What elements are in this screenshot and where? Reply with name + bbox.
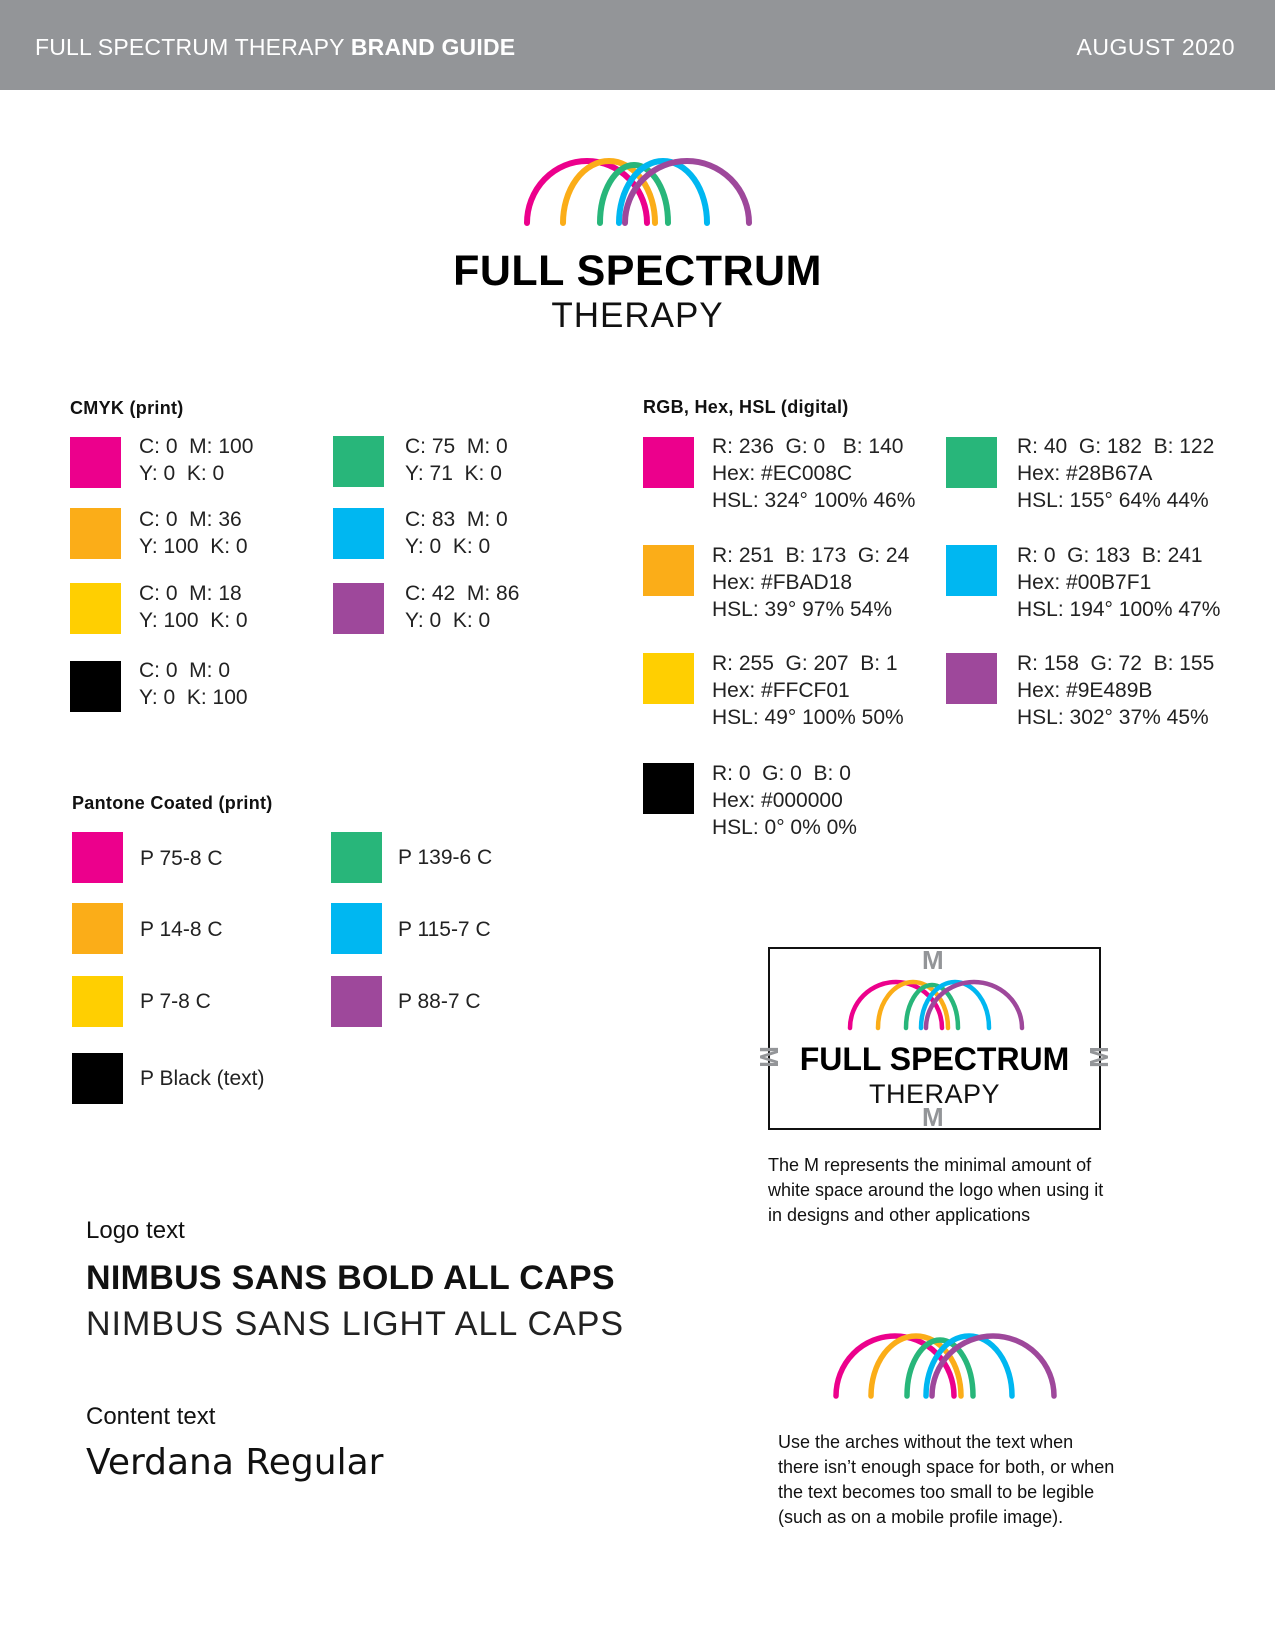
rgb-label-orange: R: 251 B: 173 G: 24 Hex: #FBAD18 HSL: 39° 97% 54%: [712, 544, 910, 621]
pantone-swatch-magenta: [72, 832, 123, 883]
arches-logo-icon: [521, 150, 754, 230]
cmyk-swatch-purple: [333, 583, 384, 634]
cmyk-heading: CMYK (print): [70, 398, 184, 418]
rgb-label-blue: R: 0 G: 183 B: 241 Hex: #00B7F1 HSL: 194° 100% 47%: [1017, 544, 1221, 621]
cmyk-swatch-magenta: [70, 437, 121, 488]
arches-note: Use the arches without the text when there isn’t enough space for both, or when the text becomes too small to be legible (such as on a mobile profile image).: [778, 1432, 1115, 1527]
pantone-label-green: P 139-6 C: [398, 846, 493, 869]
pantone-label-black: P Black (text): [140, 1067, 265, 1090]
clearspace-m-right: M: [1083, 1046, 1114, 1068]
cmyk-swatch-black: [70, 661, 121, 712]
clearspace-m-top: M: [922, 945, 944, 975]
pantone-heading: Pantone Coated (print): [72, 793, 273, 813]
clearspace-arches-icon: [846, 974, 1026, 1034]
rgb-swatch-blue: [946, 545, 997, 596]
pantone-swatch-green: [331, 832, 382, 883]
cmyk-label-yellow: C: 0 M: 18 Y: 100 K: 0: [139, 582, 248, 632]
rgb-swatch-yellow: [643, 653, 694, 704]
title-bold: BRAND GUIDE: [350, 34, 516, 60]
logo-subtitle: THERAPY: [551, 296, 724, 335]
cmyk-swatch-blue: [333, 508, 384, 559]
pantone-label-magenta: P 75-8 C: [140, 847, 223, 870]
cmyk-label-black: C: 0 M: 0 Y: 0 K: 100: [139, 659, 248, 709]
pantone-label-blue: P 115-7 C: [398, 918, 491, 941]
cmyk-swatch-orange: [70, 508, 121, 559]
pantone-swatch-black: [72, 1053, 123, 1104]
rgb-swatch-black: [643, 763, 694, 814]
header-bar: [0, 0, 1275, 90]
rgb-label-green: R: 40 G: 182 B: 122 Hex: #28B67A HSL: 155° 64% 44%: [1017, 435, 1215, 512]
cmyk-label-orange: C: 0 M: 36 Y: 100 K: 0: [139, 508, 248, 558]
content-text-caption: Content text: [86, 1403, 216, 1430]
arches-only-icon: [830, 1318, 1060, 1402]
title-light: FULL SPECTRUM THERAPY: [35, 34, 345, 60]
pantone-label-yellow: P 7-8 C: [140, 990, 211, 1013]
rgb-heading: RGB, Hex, HSL (digital): [643, 397, 849, 417]
cmyk-label-blue: C: 83 M: 0 Y: 0 K: 0: [405, 508, 508, 558]
clearspace-logo-box: [753, 945, 1114, 1132]
cmyk-swatch-green: [333, 436, 384, 487]
rgb-label-black: R: 0 G: 0 B: 0 Hex: #000000 HSL: 0° 0% 0%: [712, 762, 857, 839]
clearspace-m-bottom: M: [922, 1102, 944, 1132]
cmyk-label-magenta: C: 0 M: 100 Y: 0 K: 0: [139, 435, 254, 485]
clearspace-note: The M represents the minimal amount of white space around the logo when using it in designs and other applications: [768, 1155, 1104, 1225]
pantone-swatch-yellow: [72, 976, 123, 1027]
clearspace-subtitle: THERAPY: [868, 1079, 1001, 1109]
cmyk-swatch-yellow: [70, 583, 121, 634]
rgb-label-purple: R: 158 G: 72 B: 155 Hex: #9E489B HSL: 302° 37% 45%: [1017, 652, 1215, 729]
logo-font-light-sample: NIMBUS SANS LIGHT ALL CAPS: [86, 1305, 625, 1343]
logo-font-bold-sample: NIMBUS SANS BOLD ALL CAPS: [86, 1259, 615, 1297]
cmyk-label-green: C: 75 M: 0 Y: 71 K: 0: [405, 435, 508, 485]
clearspace-title: FULL SPECTRUM: [799, 1041, 1070, 1077]
document-date: AUGUST 2020: [1076, 34, 1235, 60]
pantone-swatch-orange: [72, 903, 123, 954]
pantone-label-orange: P 14-8 C: [140, 918, 223, 941]
pantone-swatch-blue: [331, 903, 382, 954]
pantone-swatch-purple: [331, 976, 382, 1027]
logo-title: FULL SPECTRUM: [453, 247, 822, 295]
logo-text-caption: Logo text: [86, 1217, 185, 1244]
clearspace-m-left: M: [753, 1046, 784, 1068]
pantone-label-purple: P 88-7 C: [398, 990, 481, 1013]
document-title: [35, 34, 515, 61]
rgb-swatch-magenta: [643, 437, 694, 488]
rgb-swatch-purple: [946, 653, 997, 704]
cmyk-label-purple: C: 42 M: 86 Y: 0 K: 0: [405, 582, 520, 632]
content-font-sample: Verdana Regular: [86, 1442, 384, 1483]
rgb-label-magenta: R: 236 G: 0 B: 140 Hex: #EC008C HSL: 324° 100% 46%: [712, 435, 916, 512]
rgb-swatch-orange: [643, 545, 694, 596]
rgb-swatch-green: [946, 437, 997, 488]
rgb-label-yellow: R: 255 G: 207 B: 1 Hex: #FFCF01 HSL: 49° 100% 50%: [712, 652, 904, 729]
